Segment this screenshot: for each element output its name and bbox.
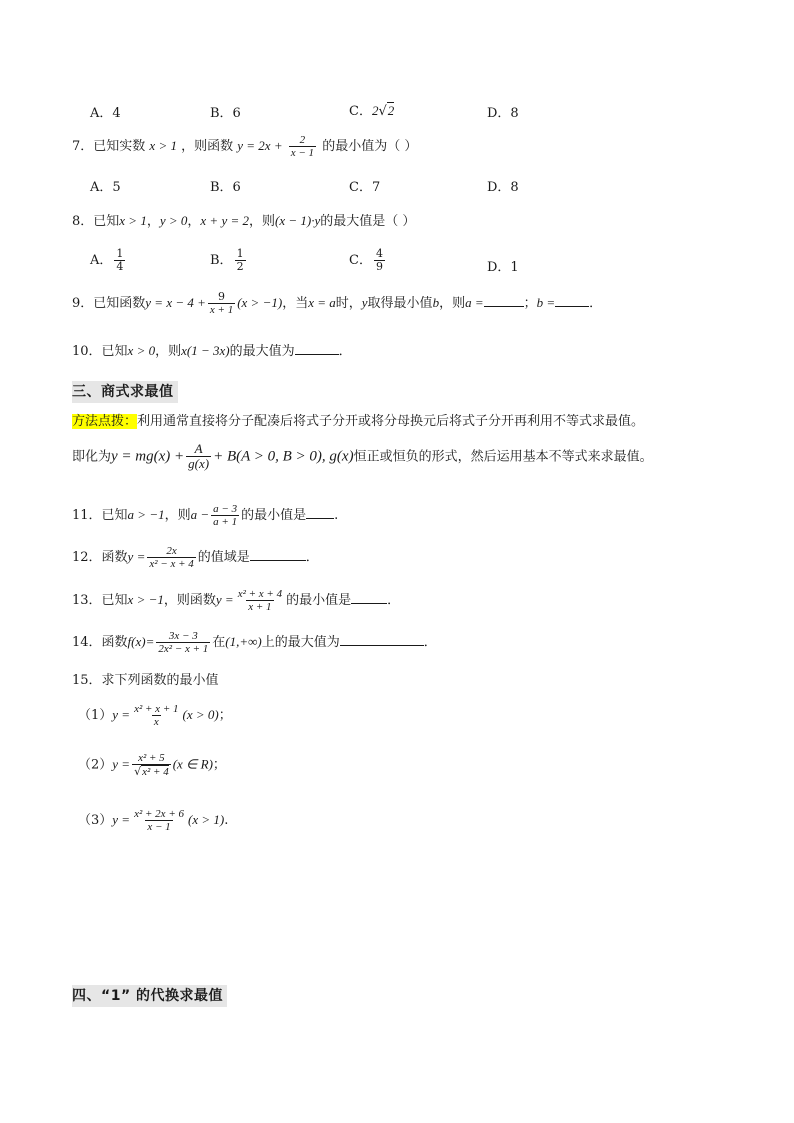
question-15-title: 15．求下列函数的最小值 bbox=[72, 673, 219, 688]
q11-fraction bbox=[211, 503, 239, 528]
q13-end: ． bbox=[387, 593, 401, 609]
q12-end: ． bbox=[305, 550, 319, 566]
q12-numerator: 2x bbox=[166, 545, 177, 557]
radical-sign: √ bbox=[134, 765, 142, 779]
q8-option-a-label: A． bbox=[90, 253, 113, 269]
q9-expr-left: y = x − 4 + bbox=[145, 295, 206, 311]
q15-p1-condition: (x > 0) bbox=[182, 707, 219, 723]
q6-option-c-coef: 2 bbox=[371, 103, 379, 118]
q8-cond-1: x > 1 bbox=[119, 213, 147, 228]
q9-text-1: ，当 bbox=[282, 296, 309, 312]
q11-condition: a > −1 bbox=[127, 507, 165, 523]
q15-p2-radicand: x² + 4 bbox=[142, 766, 169, 779]
q8-option-d: D．1 bbox=[487, 260, 519, 275]
q6-option-d: D．8 bbox=[487, 106, 519, 121]
form-fraction bbox=[186, 442, 211, 472]
question-15-part-1 bbox=[78, 703, 232, 728]
q13-prefix: 13．已知 bbox=[72, 593, 128, 609]
q11-prefix: 11．已知 bbox=[72, 508, 128, 524]
q15-p2-end: ； bbox=[212, 757, 226, 773]
q6-option-c-radicand: 2 bbox=[387, 103, 395, 118]
q14-mid: 在 bbox=[212, 635, 226, 651]
q12-prefix: 12．函数 bbox=[72, 550, 128, 566]
q8-option-c-label: C． bbox=[349, 253, 372, 269]
q7-expr-left: y = 2x + bbox=[237, 138, 283, 154]
q13-lhs: y = bbox=[215, 592, 234, 608]
q9-text-4: ，则 bbox=[439, 296, 466, 312]
q7-denominator: x − 1 bbox=[290, 147, 315, 160]
q15-p2-lhs: y = bbox=[112, 756, 131, 772]
q8-option-c-numerator: 4 bbox=[375, 247, 383, 260]
question-11 bbox=[72, 503, 338, 528]
q9-answer-b-blank[interactable] bbox=[555, 293, 589, 307]
q8-option-b-numerator: 1 bbox=[236, 247, 244, 260]
q10-condition: x > 0 bbox=[127, 343, 156, 358]
q9-text-5: ； bbox=[523, 296, 537, 312]
method-tip-label: 方法点拨： bbox=[72, 414, 138, 429]
q15-p3-denominator: x − 1 bbox=[147, 821, 171, 834]
question-10 bbox=[72, 341, 352, 360]
q7-option-b: B．6 bbox=[210, 180, 241, 195]
form-denominator: g(x) bbox=[188, 456, 210, 472]
q8-option-b bbox=[210, 248, 248, 273]
question-12 bbox=[72, 545, 319, 570]
q9-b-eq: b = bbox=[536, 295, 556, 311]
q15-p1-label: （1） bbox=[78, 708, 113, 724]
q8-expr: (x − 1)·y bbox=[275, 213, 321, 228]
question-9 bbox=[72, 291, 602, 316]
q8-option-a bbox=[90, 248, 127, 273]
q9-eq: x = a bbox=[308, 295, 336, 311]
q11-denominator: a + 1 bbox=[213, 516, 238, 529]
question-7 bbox=[72, 134, 417, 159]
method-tip bbox=[72, 414, 644, 430]
q13-fraction bbox=[236, 588, 284, 613]
q10-expr: x(1 − 3x) bbox=[181, 343, 230, 358]
q9-a-eq: a = bbox=[465, 295, 484, 311]
q15-p3-fraction bbox=[132, 808, 186, 833]
q15-p1-lhs: y = bbox=[112, 707, 131, 723]
q8-option-a-fraction bbox=[114, 248, 125, 273]
q14-lhs: f(x)= bbox=[127, 634, 155, 650]
q9-fraction bbox=[208, 291, 235, 316]
q9-answer-a-blank[interactable] bbox=[484, 293, 524, 307]
q8-option-c-denominator: 9 bbox=[375, 260, 383, 274]
q13-numerator: x² + x + 4 bbox=[237, 588, 283, 600]
question-13 bbox=[72, 588, 400, 613]
q7-condition: x > 1 bbox=[149, 138, 177, 154]
q7-option-c: C．7 bbox=[349, 180, 381, 195]
q14-suffix: 上的最大值为 bbox=[261, 635, 340, 651]
q9-numerator: 9 bbox=[218, 290, 226, 303]
q14-denominator: 2x² − x + 1 bbox=[158, 643, 209, 656]
method-tip-text: 利用通常直接将分子配凑后将式子分开或将分母换元后将式子分开再利用不等式求最值。 bbox=[137, 414, 645, 429]
q13-condition: x > −1 bbox=[127, 592, 164, 608]
q8-cond-3: x + y = 2 bbox=[200, 213, 249, 228]
q13-mid: ，则函数 bbox=[163, 593, 216, 609]
q7-mid: ，则函数 bbox=[181, 139, 234, 155]
q14-end: ． bbox=[423, 635, 437, 651]
q15-p2-denominator bbox=[132, 764, 171, 778]
q9-denominator: x + 1 bbox=[209, 304, 234, 317]
q10-end: ． bbox=[338, 344, 352, 359]
q12-answer-blank[interactable] bbox=[250, 547, 306, 561]
section-4-heading: 四、“1” 的代换求最值 bbox=[72, 985, 227, 1007]
q9-text-3: 取得最小值 bbox=[367, 296, 433, 312]
q11-numerator: a − 3 bbox=[213, 503, 238, 515]
q15-p2-fraction bbox=[132, 752, 171, 778]
form-suffix: 恒正或恒负的形式，然后运用基本不等式来求最值。 bbox=[353, 449, 653, 465]
q13-denominator: x + 1 bbox=[248, 601, 272, 614]
q10-prefix: 10．已知 bbox=[72, 344, 128, 359]
q8-option-c bbox=[349, 248, 387, 273]
q15-p3-label: （3） bbox=[78, 813, 113, 829]
q9-text-2: 时， bbox=[335, 296, 362, 312]
q15-p1-denominator: x bbox=[153, 716, 159, 729]
q8-cond-2: y > 0 bbox=[159, 213, 188, 228]
q11-mid: ，则 bbox=[164, 508, 191, 524]
q13-answer-blank[interactable] bbox=[351, 590, 387, 604]
q15-p3-numerator: x² + 2x + 6 bbox=[134, 808, 184, 820]
q15-p1-numerator: x² + x + 1 bbox=[134, 703, 179, 715]
q9-y: y bbox=[361, 295, 368, 311]
q8-option-c-fraction bbox=[374, 248, 385, 273]
q14-answer-blank[interactable] bbox=[340, 632, 424, 646]
q8-option-b-fraction bbox=[235, 248, 246, 273]
q12-suffix: 的值域是 bbox=[197, 550, 250, 566]
q15-p2-condition: (x ∈ R) bbox=[172, 756, 213, 772]
q15-p2-numerator: x² + 5 bbox=[138, 752, 165, 764]
q10-mid: ，则 bbox=[155, 344, 182, 359]
q8-option-a-denominator: 4 bbox=[116, 260, 124, 274]
q9-end: ． bbox=[589, 296, 603, 312]
form-rest: + B(A > 0, B > 0), g(x) bbox=[213, 448, 354, 465]
q8-option-a-numerator: 1 bbox=[116, 247, 124, 260]
q7-option-d: D．8 bbox=[487, 180, 519, 195]
q9-b: b bbox=[432, 295, 440, 311]
radical-sign: √ bbox=[378, 104, 387, 119]
question-8 bbox=[72, 213, 415, 230]
q15-p2-label: （2） bbox=[78, 757, 113, 773]
q8-suffix: 的最大值是（ ） bbox=[320, 214, 416, 229]
q10-suffix: 的最大值为 bbox=[229, 344, 295, 359]
q15-p3-condition: (x > 1) bbox=[188, 812, 225, 828]
q14-interval: (1,+∞) bbox=[225, 634, 262, 650]
q7-fraction bbox=[289, 134, 316, 159]
form-numerator: A bbox=[194, 441, 203, 456]
q8-option-b-denominator: 2 bbox=[236, 260, 244, 274]
q14-numerator: 3x − 3 bbox=[168, 630, 198, 642]
q11-answer-blank[interactable] bbox=[306, 505, 334, 519]
form-prefix: 即化为 bbox=[72, 449, 112, 465]
q10-answer-blank[interactable] bbox=[295, 341, 339, 355]
section-3-heading: 三、商式求最值 bbox=[72, 381, 178, 403]
q8-option-b-label: B． bbox=[210, 253, 233, 269]
q12-lhs: y = bbox=[127, 549, 146, 565]
question-15-part-2 bbox=[78, 752, 226, 778]
form-lhs: y = mg(x) + bbox=[111, 448, 185, 465]
q7-prefix: 7．已知实数 bbox=[72, 139, 146, 155]
q14-prefix: 14．函数 bbox=[72, 635, 128, 651]
q14-fraction bbox=[156, 630, 210, 655]
question-14 bbox=[72, 630, 437, 655]
q15-p3-end: . bbox=[224, 813, 229, 829]
q7-numerator: 2 bbox=[299, 134, 306, 146]
q8-mid: ，则 bbox=[249, 214, 276, 229]
q8-prefix: 8．已知 bbox=[72, 214, 120, 229]
q8-sep-1: ， bbox=[146, 214, 160, 229]
q11-lhs: a − bbox=[190, 507, 210, 523]
q12-denominator: x² − x + 4 bbox=[149, 558, 194, 571]
q6-option-a: A．4 bbox=[90, 106, 121, 121]
form-line bbox=[72, 442, 653, 472]
question-15-part-3 bbox=[78, 808, 228, 833]
q9-condition: (x > −1) bbox=[237, 295, 283, 311]
q8-sep-2: ， bbox=[187, 214, 201, 229]
q13-suffix: 的最小值是 bbox=[286, 593, 352, 609]
q11-suffix: 的最小值是 bbox=[241, 508, 307, 524]
q6-option-c-label: C． bbox=[349, 104, 372, 119]
q7-option-a: A．5 bbox=[90, 180, 121, 195]
q15-p1-fraction bbox=[132, 703, 180, 728]
q11-end: . bbox=[334, 508, 339, 524]
q15-p3-lhs: y = bbox=[112, 812, 131, 828]
q7-suffix: 的最小值为（ ） bbox=[322, 139, 418, 155]
q9-prefix: 9．已知函数 bbox=[72, 296, 146, 312]
q6-option-c bbox=[349, 100, 394, 119]
q15-p1-end: ； bbox=[218, 708, 232, 724]
q12-fraction bbox=[147, 545, 195, 570]
q6-option-b: B．6 bbox=[210, 106, 241, 121]
